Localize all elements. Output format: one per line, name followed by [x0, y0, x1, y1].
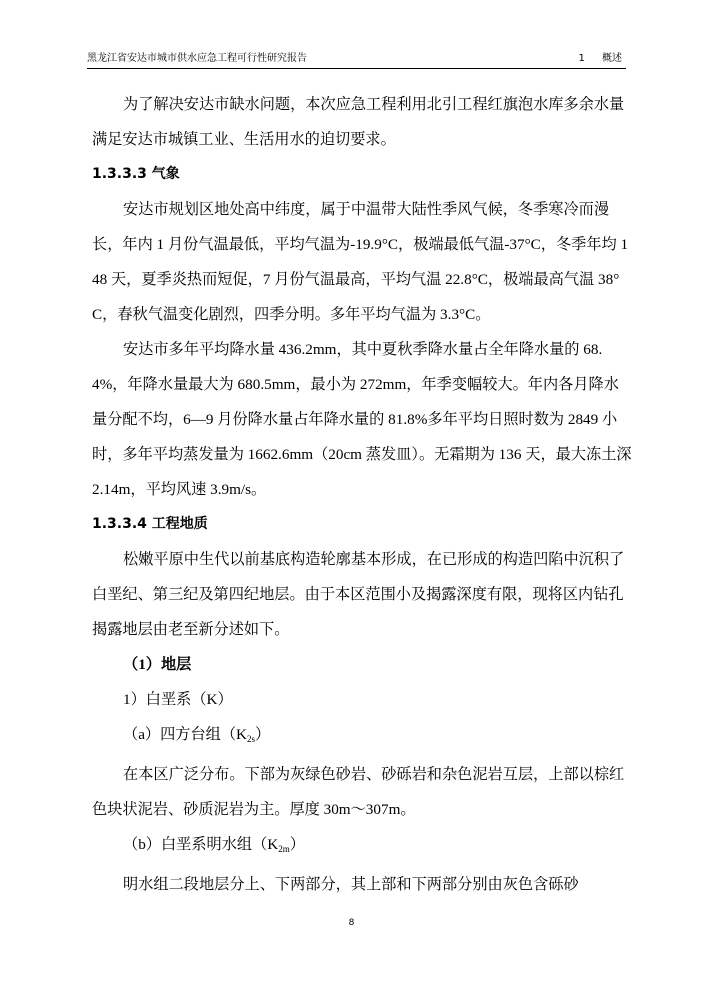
- mingshui-prefix: （b）白垩系明水组（K: [123, 836, 279, 853]
- geology-paragraph: 松嫩平原中生代以前基底构造轮廓基本形成，在已形成的构造凹陷中沉积了白垩纪、第三纪及第四纪地层。由于本区范围小及揭露深度有限，现将区内钻孔揭露地层由老至新分述如下。: [92, 551, 625, 638]
- sifangtai-suffix: ）: [255, 726, 271, 743]
- mingshui-subscript: 2m: [278, 844, 290, 854]
- page-header: [87, 50, 626, 69]
- mingshui-group-heading: [92, 827, 632, 867]
- page-number: 8: [348, 918, 355, 928]
- precipitation-paragraph: 安达市多年平均降水量 436.2mm，其中夏秋季降水量占全年降水量的 68.4%，年降水量最大为 680.5mm，最小为 272mm，年季变幅较大。年内各月降水量分配不均，6—9 月份降水量占年降水量的 81.8%多年平均日照时数为 2849 小时，多年平均蒸发量为 1662.6mm（20cm 蒸发皿）。无霜期为 136 天，最大冻土深 2.14m，平均风速 3.9m/s。: [92, 341, 632, 498]
- intro-paragraph: 为了解决安达市缺水问题，本次应急工程利用北引工程红旗泡水库多余水量满足安达市城镇工业、生活用水的迫切要求。: [92, 96, 625, 148]
- mingshui-paragraph: 明水组二段地层分上、下两部分，其上部和下两部分别由灰色含砾砂: [123, 876, 579, 893]
- sifangtai-group-heading: [92, 717, 632, 757]
- sifangtai-paragraph: 在本区广泛分布。下部为灰绿色砂岩、砂砾岩和杂色泥岩互层，上部以棕红色块状泥岩、砂质泥岩为主。厚度 30m～307m。: [92, 766, 625, 818]
- page-footer: [0, 918, 703, 928]
- section-heading-climate: 1.3.3.3 气象: [92, 166, 180, 182]
- sifangtai-prefix: （a）四方台组（K: [123, 726, 248, 743]
- chapter-title: 概述: [602, 53, 622, 64]
- cretaceous-heading: 1）白垩系（K）: [123, 691, 233, 708]
- chapter-number: 1: [578, 53, 585, 64]
- sifangtai-subscript: 2s: [247, 734, 256, 744]
- mingshui-suffix: ）: [289, 836, 305, 853]
- strata-heading: （1）地层: [123, 656, 192, 673]
- document-body: [92, 87, 632, 902]
- section-heading-geology: 1.3.3.4 工程地质: [92, 516, 208, 532]
- report-title: 黑龙江省安达市城市供水应急工程可行性研究报告: [87, 53, 307, 64]
- climate-paragraph: 安达市规划区地处高中纬度，属于中温带大陆性季风气候，冬季寒冷而漫长，年内 1 月份气温最低，平均气温为-19.9°C，极端最低气温-37°C，冬季年均 148 天，夏季炎热而短促，7 月份气温最高，平均气温 22.8°C，极端最高气温 38°C，春秋气温变化剧烈，四季分明。多年平均气温为 3.3°C。: [92, 201, 629, 323]
- chapter-label: [578, 50, 622, 68]
